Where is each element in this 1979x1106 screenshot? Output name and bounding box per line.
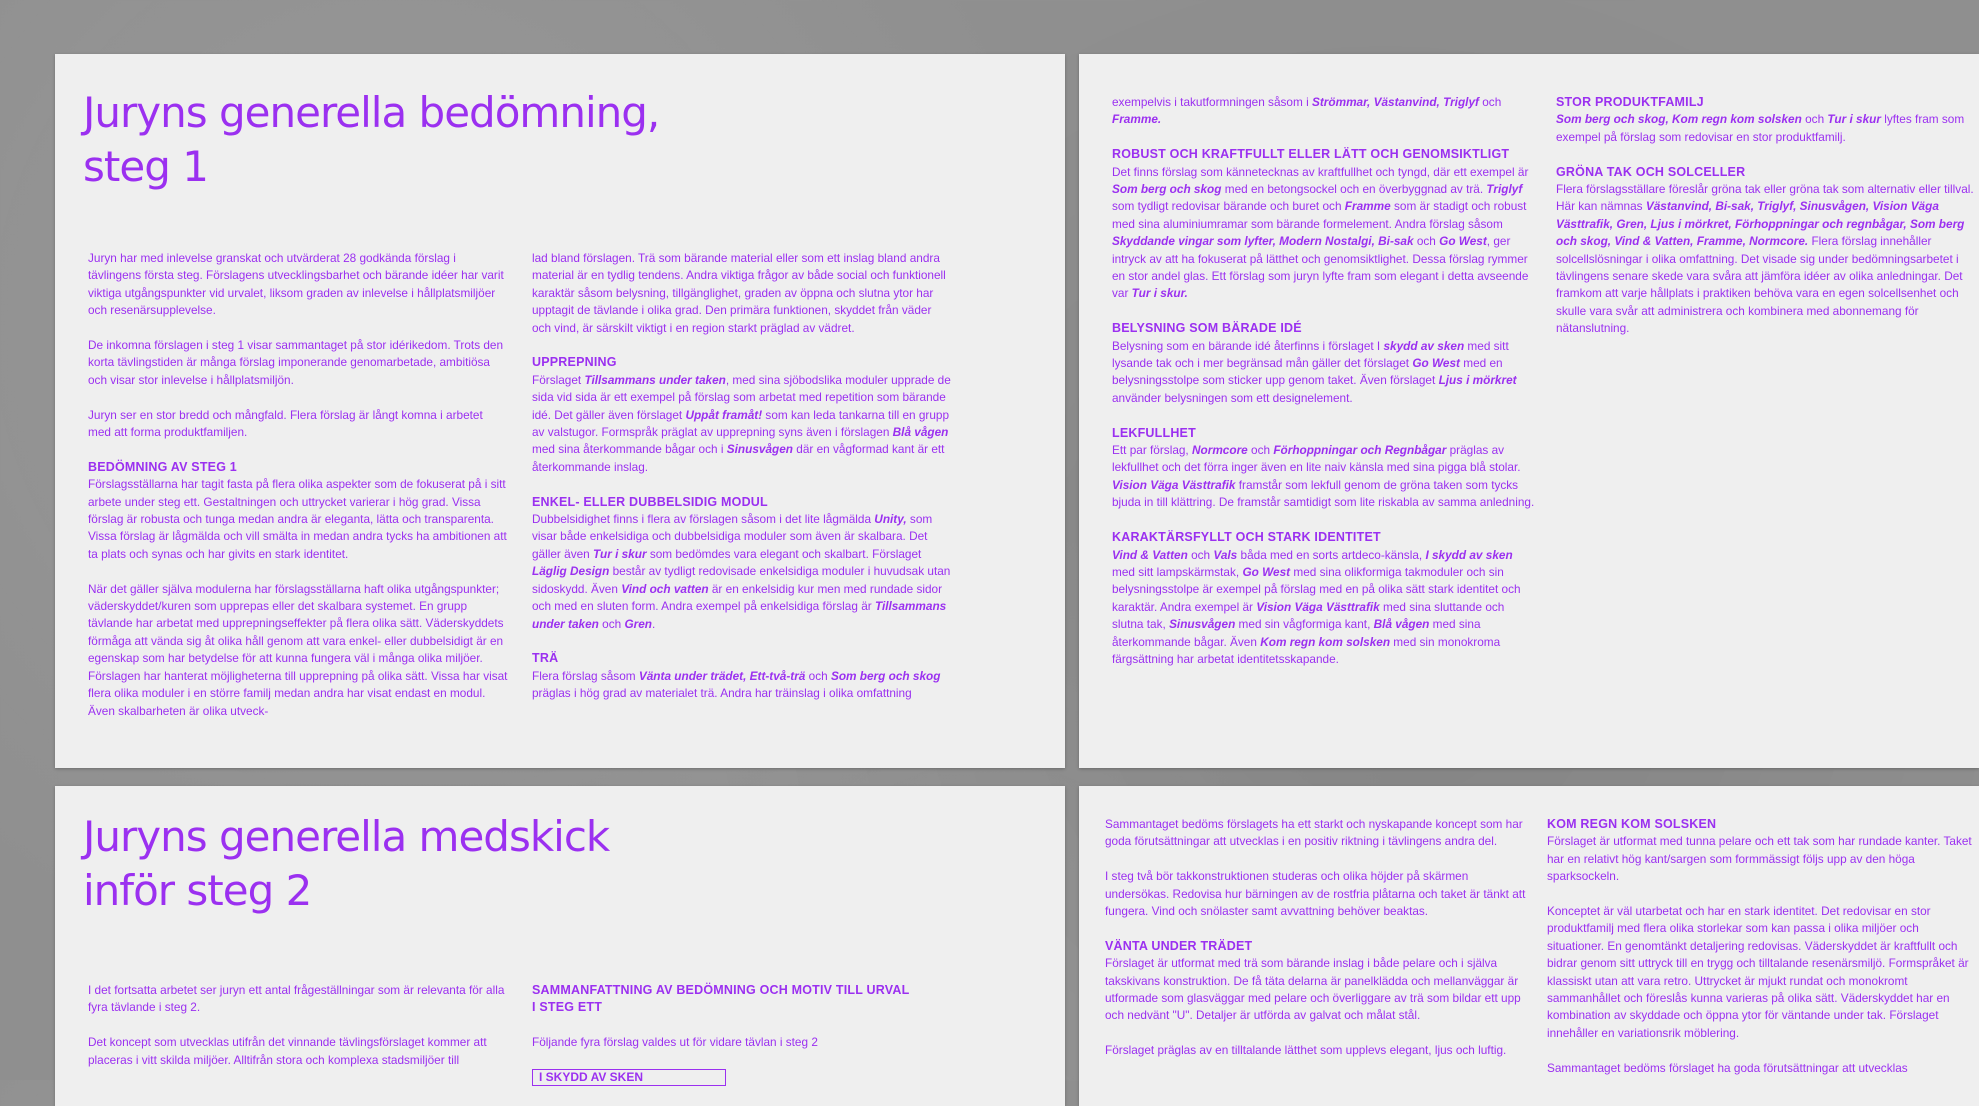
- text-run: och: [1247, 443, 1274, 458]
- text-run: som är stadigt och robust med sina aluminiumramar som bärande formelement. Andra förslag såsom: [1112, 199, 1527, 231]
- text-run: , med sina sjöbodslika moduler upprade de sida vid sida är ett exempel på förslag som arbetat med repetition som bärande idé. Det gäller även förslaget: [532, 372, 951, 422]
- text-column-left: [88, 250, 508, 737]
- paragraph: De inkomna förslagen i steg 1 visar sammantaget på stor idérikedom. Trots den korta tävlingstiden är många förslag imponerande genomarbetade, ambitiösa och visar stor inlevelse i hållplatsmiljön.: [88, 338, 504, 387]
- text-run: Ett par förslag,: [1112, 443, 1192, 458]
- proposal-name: Ljus i mörkret: [1438, 373, 1517, 388]
- page-title: [83, 810, 609, 918]
- proposal-name: skydd av sken: [1383, 338, 1465, 353]
- text-run: där en vågformad kant är ett återkommande inslag.: [532, 442, 945, 474]
- text-run: och: [598, 616, 625, 631]
- proposal-name: Framme.: [1112, 112, 1162, 127]
- proposal-name: Vänta under trädet, Ett-två-trä: [638, 668, 806, 683]
- proposal-name: Tur i skur: [593, 546, 647, 561]
- heading-line: SAMMANFATTNING AV BEDÖMNING OCH MOTIV TILL URVAL: [532, 983, 910, 997]
- section-heading: LEKFULLHET: [1112, 425, 1196, 440]
- text-run: och: [1187, 547, 1214, 562]
- proposal-name: Vision Väga Västtrafik: [1256, 599, 1380, 614]
- section-heading: ENKEL- ELLER DUBBELSIDIG MODUL: [532, 494, 768, 509]
- text-run: med en belysningsstolpe som sticker upp genom taket. Även förslaget: [1112, 356, 1503, 388]
- page-title: [83, 86, 659, 194]
- text-run: exempelvis i takutformningen såsom i: [1112, 95, 1312, 109]
- text-run: framstår som lekfull genom de gröna taken som tycks bjuda in till klättring. De framstår samtidigt som lite riskabla av samma anledning.: [1112, 477, 1535, 510]
- paragraph: Juryn ser en stor bredd och mångfald. Flera förslag är långt komna i arbetet med att forma produktfamiljen.: [88, 407, 483, 440]
- proposal-box: I SKYDD AV SKEN: [532, 1069, 726, 1086]
- paragraph: I det fortsatta arbetet ser juryn ett antal frågeställningar som är relevanta för alla fyra tävlande i steg 2.: [88, 983, 505, 1015]
- text-run: med sina olikformiga takmoduler och sin belysningsstolpe är exempel på förslag med en på olika sätt stark identitet och karaktär. Andra exempel är: [1112, 564, 1521, 614]
- text-column-left: [88, 982, 508, 1086]
- text-run: och: [1478, 95, 1502, 109]
- text-column-left: [1105, 816, 1530, 1077]
- text-run: Förslaget: [532, 372, 585, 387]
- paragraph: Juryn har med inlevelse granskat och utvärderat 28 godkända förslag i tävlingens första steg. Förslagens utvecklingsbarhet och bärande idéer har varit viktiga utgångspunkter vid urvalet, liksom graden av inlevelse i hållplatsmiljöer och resenärsupplevelse.: [88, 251, 504, 318]
- paragraph: [1112, 164, 1537, 303]
- text-run: , ger intryck av att ha fokuserat på lätthet och genomsiktlighet. Dessa förslag rymmer en stor andel glas. Ett förslag som juryn lyfte fram som elegant i detta avseende var: [1112, 234, 1529, 301]
- paragraph: Följande fyra förslag valdes ut för vidare tävlan i steg 2: [532, 1035, 818, 1050]
- proposal-name: Gren: [624, 616, 652, 631]
- paragraph: [1556, 111, 1976, 146]
- paragraph: [532, 511, 952, 633]
- text-run: består av tydligt redovisade enkelsidiga moduler i huvudsak utan sidoskydd. Även: [532, 564, 951, 596]
- proposal-name: Go West: [1242, 564, 1291, 579]
- paragraph: Konceptet är väl utarbetat och har en stark identitet. Det redovisar en stor produktfamilj med flera olika storlekar som kan passa i olika miljöer och situationer. En genomtänkt detaljering redovisas. Väderskyddet är kraftfullt och bidrar genom sitt uttryck till en trygg och tilltalande resenärsmiljö. Formspråket är klassiskt utan att vara retro. Uttrycket är mjukt rundat och monokromt sammanhållet och föreslås kunna varieras på olika sätt. Väderskyddet har en kombination av skyddade och öppna ytor för väntande under tak. Förslaget innehåller en variationsrik möblering.: [1547, 904, 1969, 1040]
- proposal-name: Förhoppningar och Regnbågar: [1273, 443, 1447, 458]
- text-run: som visar både enkelsidiga och dubbelsidiga moduler som även är skalbara. Det gäller även: [532, 512, 933, 561]
- proposal-name: Skyddande vingar som lyfter, Modern Nostalgi, Bi-sak: [1112, 234, 1414, 249]
- text-run: lyftes fram som exempel på förslag som redovisar en stor produktfamilj.: [1556, 112, 1965, 144]
- paragraph: Sammantaget bedöms förslaget ha goda förutsättningar att utvecklas: [1547, 1060, 1908, 1075]
- proposal-name: Triglyf: [1486, 182, 1523, 197]
- text-run: och: [1801, 112, 1828, 127]
- text-run: med sin vågformiga kant,: [1235, 617, 1374, 632]
- text-run: med sitt lampskärmstak,: [1112, 564, 1243, 579]
- text-run: Flera förslag såsom: [532, 668, 639, 683]
- proposal-name: Blå vågen: [1373, 617, 1430, 632]
- section-heading: KARAKTÄRSFYLLT OCH STARK IDENTITET: [1112, 530, 1381, 545]
- proposal-name: Tur i skur.: [1131, 286, 1188, 301]
- text-column-right: [1547, 816, 1972, 1094]
- paragraph: [1112, 338, 1537, 408]
- text-run: med sina återkommande bågar och i: [532, 442, 727, 457]
- paragraph: Förslaget är utformat med tunna pelare och ett tak som har rundade kanter. Taket har en relativt hög kant/sargen som formmässigt följs upp av den höga sparksockeln.: [1547, 834, 1972, 884]
- section-heading: VÄNTA UNDER TRÄDET: [1105, 938, 1253, 953]
- text-run: Det finns förslag som kännetecknas av kraftfullhet och tyngd, där ett exempel är: [1112, 164, 1529, 179]
- text-column-right: [532, 250, 952, 720]
- text-column-right: [1556, 94, 1976, 355]
- text-run: präglas i hög grad av materialet trä. Andra har träinslag i olika omfattning: [532, 686, 912, 701]
- text-run: använder belysningen som ett designelement.: [1112, 390, 1353, 405]
- heading-line: I STEG ETT: [532, 1000, 603, 1015]
- paragraph: [1112, 547, 1537, 669]
- text-run: präglas av lekfullhet och det förra inger även en lite naiv känsla med sina pigga blå stolar.: [1112, 443, 1521, 475]
- proposal-name: Sinusvågen: [1169, 617, 1236, 632]
- text-run: med sina sluttande och slutna tak,: [1112, 599, 1505, 632]
- proposal-name: Blå vågen: [892, 425, 949, 440]
- paragraph: Förslaget präglas av en tilltalande lätthet som upplevs elegant, ljus och luftig.: [1105, 1043, 1507, 1058]
- paragraph: Det koncept som utvecklas utifrån det vinnande tävlingsförslaget kommer att placeras i vitt skilda miljöer. Alltifrån stora och komplexa stadsmiljöer till: [88, 1035, 487, 1067]
- proposal-name: Som berg och skog, Kom regn kom solsken: [1556, 112, 1802, 127]
- text-run: Flera förslag innehåller solcellslösningar i olika omfattning. Det visade sig under bedömningsarbetet i tävlingens senare skede vara svåra att jämföra idéer av olika anledningar. Det framkom att varje hållplats i praktiken behöva vara en egen solcellsenhet och skulle vara svår att administrera och kombinera med abonnemang för nätanslutning.: [1556, 234, 1963, 336]
- proposal-name: Go West: [1412, 356, 1460, 371]
- paragraph: När det gäller själva modulerna har förslagsställarna haft olika utgångspunkter; väderskyddet/kuren som upprepas eller det skalbara systemet. En grupp tävlande har arbetat med upprepningseffekter på flera olika sätt. Väderskyddets förmåga att vända sig åt olika håll genom att vara enkel- eller dubbelsidigt är en egenskap som har betydelse för att kunna fungera väl i många olika miljöer. Förslagen har hanterat möjligheterna till upprepning på olika sätt. Vissa har visat flera olika moduler i en större familj medan andra har visat endast en modul. Även skalbarheten är olika utveck-: [88, 581, 508, 718]
- paragraph: I steg två bör takkonstruktionen studeras och olika höjder på skärmen undersökas. Redovisa hur bärningen av de rostfria plåtarna och taket är tänkt att fungera. Vind och snölaster samt avvattning behöver beaktas.: [1105, 869, 1526, 919]
- proposal-name: Som berg och skog: [830, 668, 941, 683]
- document-page-3: [55, 786, 1065, 1106]
- section-heading: BEDÖMNING AV STEG 1: [88, 459, 237, 474]
- proposal-name: Strömmar, Västanvind, Triglyf: [1311, 95, 1479, 109]
- paragraph: lad bland förslagen. Trä som bärande material eller som ett inslag bland andra material är en tydlig tendens. Andra viktiga frågor av både social och funktionell karaktär såsom belysning, tillgänglighet, graden av öppna och slutna ytor har upptagit de tävlande i olika grad. Den primära funktionen, skyddet från väder och vind, är särskilt viktigt i en region starkt präglad av vädret.: [532, 251, 946, 335]
- proposal-name: Vision Väga Västtrafik: [1112, 477, 1236, 492]
- text-run: är en enkelsidig kur men med rundade sidor och med en sluten form. Andra exempel på enkelsidiga förslag är: [532, 581, 943, 614]
- section-heading: STOR PRODUKTFAMILJ: [1556, 95, 1704, 109]
- title-line-1: Juryns generella bedömning,: [83, 88, 660, 137]
- paragraph: Förslaget är utformat med trä som bärande inslag i både pelare och i själva takskivans konstruktion. De få täta delarna är panelklädda och mellanväggar är utformade som glasväggar med pelare och överliggare av trä som bildar ett upp och nedvänt "U". Detaljer är utförda av galvat och målat stål.: [1105, 956, 1521, 1023]
- proposal-name: Uppåt framåt!: [685, 407, 763, 422]
- text-run: med en betongsockel och en överbyggnad av trä.: [1221, 182, 1487, 197]
- text-run: med sitt lysande tak och i mer begränsad mån gäller det förslaget: [1112, 338, 1509, 371]
- proposal-name: Västanvind, Bi-sak, Triglyf, Sinusvågen, Vision Väga Västtrafik, Gren, Ljus i mörkret, Förhoppningar och regnbågar, Som berg och skog, Vind & Vatten, Framme, Normcore.: [1556, 199, 1965, 249]
- proposal-name: Sinusvågen: [726, 442, 793, 457]
- proposal-name: Tur i skur: [1827, 112, 1881, 127]
- paragraph: [532, 372, 952, 476]
- proposal-name: Läglig Design: [532, 564, 610, 579]
- section-heading: BELYSNING SOM BÄRADE IDÉ: [1112, 321, 1302, 336]
- document-page-4: [1079, 786, 1979, 1106]
- paragraph: Förslagsställarna har tagit fasta på flera olika aspekter som de fokuserat på i sitt arbete under steg ett. Gestaltningen och uttrycket varierar i hög grad. Vissa förslag är robusta och tunga medan andra är eleganta, lätta och transparenta. Vissa förslag är lågmälda och vill smälta in medan andra tycks ha ambitionen att ta plats och synas och har givits en stark identitet.: [88, 477, 507, 561]
- proposal-name: Vals: [1213, 547, 1238, 562]
- text-run: båda med en sorts artdeco-känsla,: [1237, 547, 1426, 562]
- text-run: och: [1413, 234, 1440, 249]
- paragraph: [1556, 181, 1976, 338]
- document-page-2: [1079, 54, 1979, 768]
- proposal-name: Som berg och skog: [1112, 182, 1222, 197]
- section-heading: [532, 982, 952, 1017]
- text-run: med sina återkommande bågar. Även: [1112, 617, 1481, 649]
- section-heading: ROBUST OCH KRAFTFULLT ELLER LÄTT OCH GENOMSIKTLIGT: [1112, 147, 1510, 162]
- text-column-left: [1112, 94, 1537, 686]
- proposal-name: I skydd av sken: [1425, 547, 1513, 562]
- text-run: som bedömdes vara elegant och skalbart. Förslaget: [646, 546, 922, 561]
- text-run: som tydligt redovisar bärande och buret och: [1112, 199, 1345, 214]
- proposal-name: Vind och vatten: [621, 581, 709, 596]
- document-page-1: [55, 54, 1065, 768]
- text-run: Dubbelsidighet finns i flera av förslagen såsom i det lite lågmälda: [532, 512, 875, 527]
- title-line-1: Juryns generella medskick: [83, 812, 610, 861]
- section-heading: UPPREPNING: [532, 355, 617, 370]
- text-run: som kan leda tankarna till en grupp av valstugor. Formspråk präglat av upprepning syns även i förslagen: [532, 407, 950, 440]
- text-run: och: [805, 668, 831, 683]
- text-run: med sin monokroma färgsättning har arbetat identitetsskapande.: [1112, 634, 1501, 666]
- text-column-right: [532, 982, 952, 1086]
- proposal-name: Normcore: [1192, 443, 1248, 458]
- proposal-name: Framme: [1344, 199, 1391, 214]
- proposal-name: Go West: [1439, 234, 1487, 249]
- text-run: .: [652, 616, 656, 631]
- proposal-name: Tillsammans under taken: [532, 599, 947, 631]
- paragraph: [1112, 442, 1537, 512]
- proposal-name: Tillsammans under taken: [584, 372, 726, 387]
- proposal-name: Unity,: [874, 512, 907, 527]
- proposal-name: Kom regn kom solsken: [1260, 634, 1391, 649]
- paragraph: [532, 668, 952, 703]
- title-line-2: steg 1: [83, 142, 208, 191]
- title-line-2: inför steg 2: [83, 866, 312, 915]
- paragraph: Sammantaget bedöms förslagets ha ett starkt och nyskapande koncept som har goda förutsättningar att utvecklas i en positiv riktning i tävlingens andra del.: [1105, 817, 1523, 849]
- paragraph: [1112, 94, 1537, 129]
- section-heading: TRÄ: [532, 651, 559, 666]
- text-run: Belysning som en bärande idé återfinns i förslaget I: [1112, 338, 1384, 353]
- section-heading: KOM REGN KOM SOLSKEN: [1547, 817, 1717, 831]
- section-heading: GRÖNA TAK OCH SOLCELLER: [1556, 164, 1746, 179]
- proposal-name: Vind & Vatten: [1112, 547, 1188, 562]
- text-run: Flera förslagsställare föreslår gröna tak eller gröna tak som alternativ eller tillval. Här kan nämnas: [1556, 182, 1974, 214]
